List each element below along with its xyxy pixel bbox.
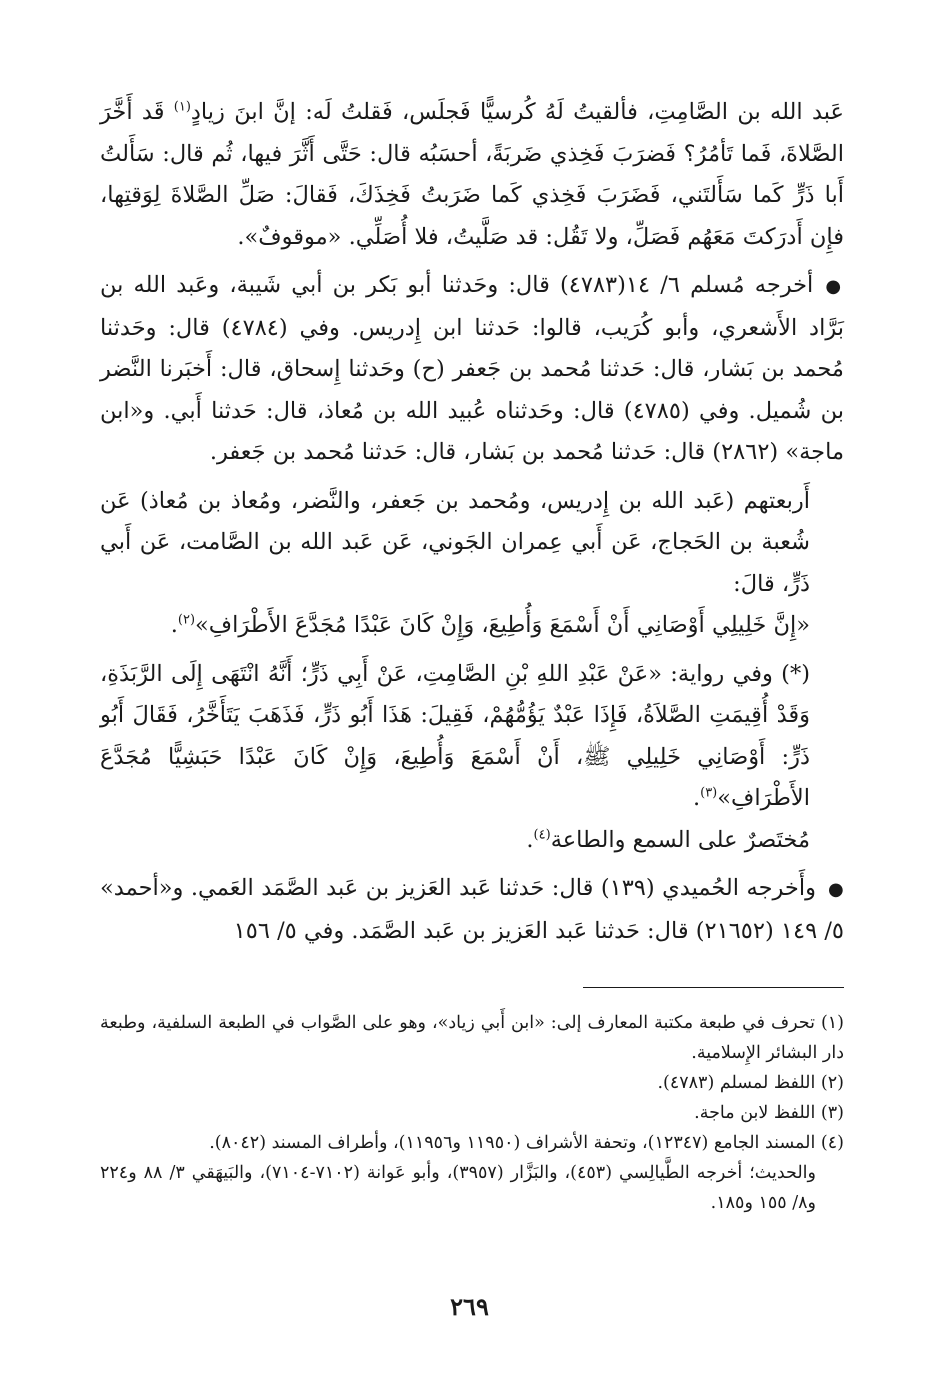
punctuation: .	[170, 612, 178, 638]
footnote-ref-4[interactable]: (٤)	[533, 827, 551, 842]
bullet-icon: ●	[825, 276, 845, 297]
paragraph-1-text-start: عَبد الله بن الصَّامِتِ، فألقيتُ لَهُ كُرسيًّا فَجلَس، فَقلتُ لَه: إنَّ ابنَ زيادٍ	[190, 99, 844, 125]
paragraph-matn-text: «إِنَّ خَلِيلِي أَوْصَانِي أَنْ أَسْمَعَ وَأُطِيعَ، وَإِنْ كَانَ عَبْدًا مُجَدَّعَ الأَطْرَافِ»	[195, 612, 810, 638]
punctuation: .	[526, 826, 534, 853]
footnote-ref-1[interactable]: (١)	[173, 99, 191, 115]
paragraph-takhrij-1	[100, 265, 844, 474]
footnote-ref-2[interactable]: (٢)	[177, 612, 196, 628]
paragraph-matn	[100, 605, 844, 647]
footnote-4-line-1: (٤) المسند الجامع (١٢٣٤٧)، وتحفة الأشراف (١١٩٥٠ و١١٩٥٦)، وأطراف المسند (٨٠٤٢).	[209, 1133, 844, 1153]
page-number: ٢٦٩	[450, 1292, 489, 1321]
paragraph-1-text-cont: قَد أَخَّرَ الصَّلاةَ، فَما تَأمُرُ؟ فَضرَبَ فَخِذي ضَربَةً، أحسَبُه قال: حَتَّى أَثَّرَ فيها، ثُم قال: سَأَلتُ أَبا ذَرٍّ كَما سَأَلتَني، فَضَرَبَ فَخِذي كَما ضَرَبتُ فَخِذَكَ، فَقالَ: صَلِّ الصَّلاةَ لِوَقتِها، فإِن أَدرَكتَ مَعَهُم فَصَلِّ، ولا تَقُل: قد صَلَّيتُ، فلا أُصَلِّي. «موقوفٌ».	[100, 99, 844, 250]
paragraph-takhrij-1-text: أخرجه مُسلم ٦/ ١٤(٤٧٨٣) قال: وحَدثنا أبو بَكر بن أبي شَيبة، وعَبد الله بن بَرَّاد الأَشعري، وأبو كُرَيب، قالوا: حَدثنا ابن إِدريس. وفي (٤٧٨٤) قال: وحَدثنا مُحمد بن بَشار، قال: حَدثنا مُحمد بن جَعفر (ح) وحَدثنا إِسحاق، قال: أَخبَرنا النَّضر بن شُميل. وفي (٤٧٨٥) قال: وحَدثناه عُبيد الله بن مُعاذ، قال: حَدثنا أَبي. و«ابن ماجة» (٢٨٦٢) قال: حَدثنا مُحمد بن بَشار، قال: حَدثنا مُحمد بن جَعفر.	[100, 272, 845, 465]
footnote-4-line-2: والحديث؛ أخرجه الطَّيالِسي (٤٥٣)، والبَزَّار (٣٩٥٧)، وأبو عَوانة (٧١٠٢-٧١٠٤)، والبَيهَقي ٣/ ٨٨ و٢٢٤ و٨/ ١٥٥ و١٨٥.	[100, 1163, 816, 1213]
paragraph-isnad-text: أَربعتهم (عَبد الله بن إِدريس، ومُحمد بن جَعفر، والنَّضر، ومُعاذ بن مُعاذ) عَن شُعبة بن الحَجاج، عَن أَبي عِمران الجَوني، عَن عَبد الله بن الصَّامت، عَن أَبي ذَرٍّ، قالَ:	[100, 487, 810, 597]
paragraph-summary-text: مُختَصرٌ على السمع والطاعة	[550, 826, 810, 853]
footnote-ref-3[interactable]: (٣)	[700, 785, 718, 801]
main-text	[100, 92, 844, 952]
paragraph-riwaya-text: (*) وفي رواية: «عَنْ عَبْدِ اللهِ بْنِ الصَّامِتِ، عَنْ أَبِي ذَرٍّ؛ أَنَّهُ انْتَهَى إِلَى الرَّبَذَةِ، وَقَدْ أُقِيمَتِ الصَّلاَةُ، فَإِذَا عَبْدٌ يَؤُمُّهُمْ، فَقِيلَ: هَذَا أَبُو ذَرٍّ، فَذَهَبَ يَتَأَخَّرُ، فَقَالَ أَبُو ذَرٍّ: أَوْصَانِي خَلِيلِي ﷺ، أَنْ أَسْمَعَ وَأُطِيعَ، وَإِنْ كَانَ عَبْدًا حَبَشِيًّا مُجَدَّعَ الأَطْرَافِ»	[100, 660, 810, 811]
paragraph-takhrij-2-text: وأَخرجه الحُميدي (١٣٩) قال: حَدثنا عَبد العَزيز بن عَبد الصَّمَد العَمي. و«أحمد» ٥/ ١٤٩ (٢١٦٥٢) قال: حَدثنا عَبد العَزيز بن عَبد الصَّمَد. وفي ٥/ ١٥٦	[100, 875, 844, 944]
footnote-3: (٣) اللفظ لابن ماجة.	[694, 1103, 844, 1123]
footnote-2: (٢) اللفظ لمسلم (٤٧٨٣).	[657, 1073, 844, 1093]
punctuation: .	[692, 785, 701, 811]
footnotes	[100, 1008, 844, 1218]
footnote-1: (١) تحرف في طبعة مكتبة المعارف إلى: «ابن أَبي زياد»، وهو على الصَّواب في الطبعة السلفية، وطبعة دار البشائر الإِسلامية.	[100, 1013, 844, 1063]
paragraph-1	[100, 92, 844, 258]
footnote-separator	[583, 987, 844, 988]
paragraph-summary	[100, 820, 844, 862]
paragraph-isnad	[100, 481, 844, 606]
paragraph-takhrij-2	[100, 868, 844, 952]
bullet-icon: ●	[827, 879, 844, 900]
paragraph-riwaya	[100, 654, 844, 820]
